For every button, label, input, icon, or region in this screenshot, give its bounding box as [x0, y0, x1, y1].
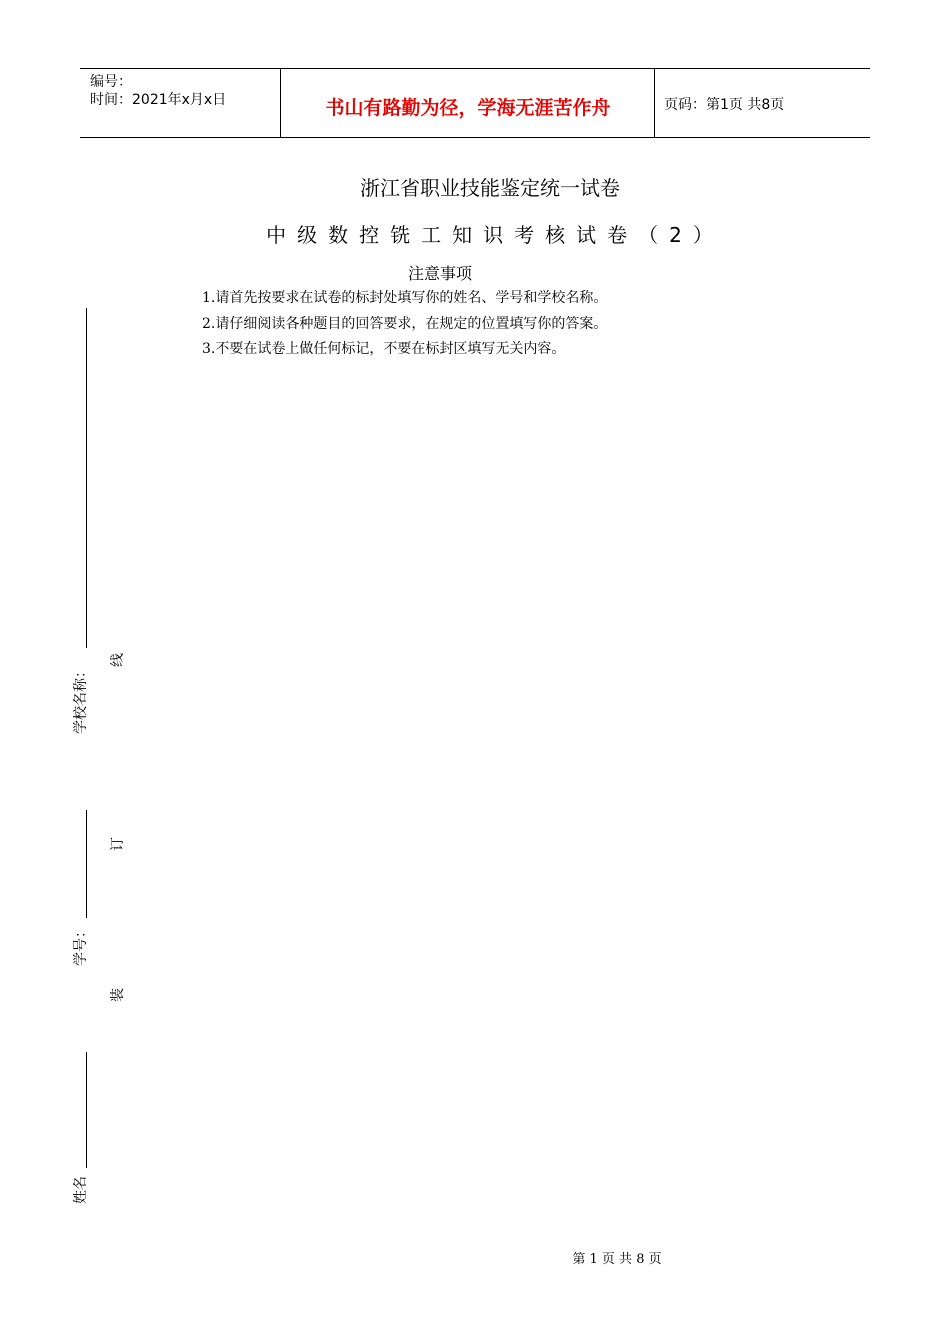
exam-title: 中级数控铣工知识考核试卷（2）	[266, 223, 724, 247]
seal-mark-bind: 装	[110, 988, 126, 1002]
name-line	[86, 1052, 87, 1168]
student-id-line	[86, 810, 87, 918]
name-label: 姓名	[73, 1176, 89, 1204]
motto-text: 书山有路勤为径，学海无涯苦作舟	[325, 97, 611, 119]
serial-label: 编号：	[90, 74, 132, 90]
exam-authority-title: 浙江省职业技能鉴定统一试卷	[360, 176, 620, 200]
seal-mark-order: 订	[110, 837, 126, 851]
page-footer: 第 1 页 共 8 页	[572, 1252, 662, 1267]
date-label: 时间：2021年x月x日	[90, 92, 227, 108]
notice-heading: 注意事项	[407, 264, 472, 283]
header-divider	[280, 69, 281, 137]
header-divider	[654, 69, 655, 137]
notice-item: 1.请首先按要求在试卷的标封处填写你的姓名、学号和学校名称。	[202, 290, 608, 306]
seal-mark-line: 线	[110, 653, 126, 667]
header-table	[80, 68, 870, 138]
page-info: 页码：第1页 共8页	[664, 97, 785, 113]
notice-item: 3.不要在试卷上做任何标记，不要在标封区填写无关内容。	[202, 341, 566, 357]
notice-item: 2.请仔细阅读各种题目的回答要求，在规定的位置填写你的答案。	[202, 316, 608, 332]
student-id-label: 学号：	[73, 924, 89, 966]
school-name-label: 学校名称：	[73, 664, 89, 734]
school-name-line	[86, 308, 87, 648]
